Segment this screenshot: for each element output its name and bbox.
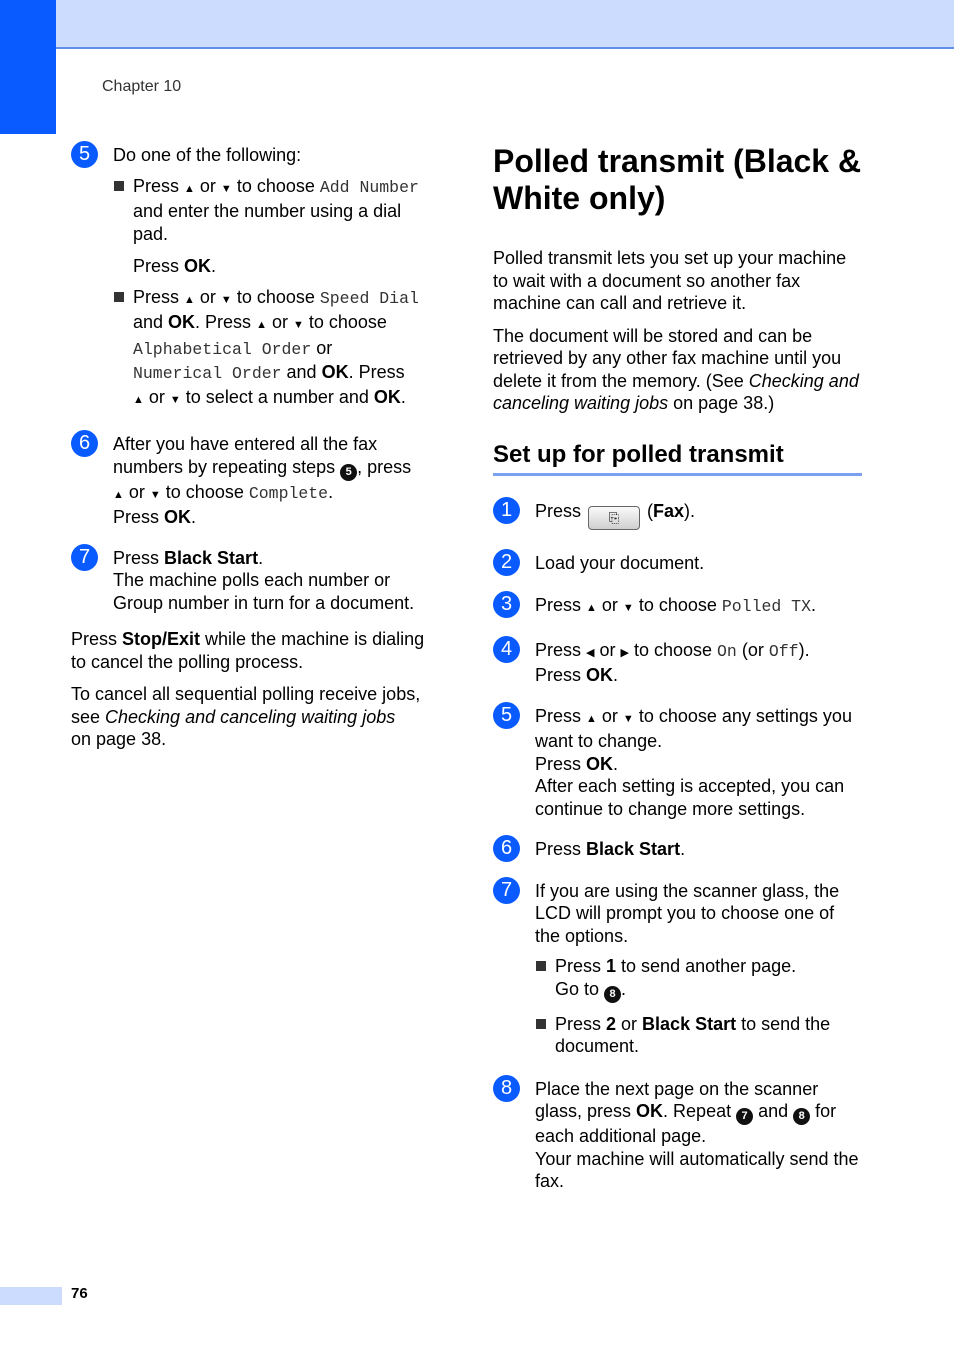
up-arrow-icon: ▲ (133, 393, 144, 406)
step-number: 5 (71, 141, 98, 168)
down-arrow-icon: ▼ (220, 182, 232, 195)
bullet-add-number: Press ▲ or ▼ to choose Add Number and enter the number using a dial pad. Press OK. (113, 175, 439, 278)
lcd-option: Speed Dial (319, 288, 419, 308)
page-number: 76 (71, 1285, 88, 1302)
step-ref-icon: 7 (736, 1108, 753, 1125)
step-number: 4 (493, 636, 520, 663)
up-arrow-icon: ▲ (184, 293, 195, 306)
ok-key: OK (586, 753, 614, 774)
press-ok-line: Press OK. (133, 256, 217, 276)
step-text: Do one of the following: (113, 145, 302, 165)
up-arrow-icon: ▲ (256, 319, 267, 331)
step-number: 7 (71, 544, 98, 571)
right-arrow-icon: ▶ (620, 646, 629, 659)
stop-exit-key: Stop/Exit (122, 629, 201, 649)
step-number: 7 (493, 877, 520, 904)
down-arrow-icon: ▼ (622, 712, 634, 725)
lcd-option: On (717, 641, 737, 661)
step-number: 6 (71, 430, 98, 457)
cross-reference: Checking and canceling waiting jobs (493, 370, 859, 413)
step-number: 1 (493, 497, 520, 524)
cancel-note: To cancel all sequential polling receive jobs, see Checking and canceling waiting jobs on page 38. (71, 684, 421, 749)
step-1 (493, 500, 862, 530)
stop-exit-note: Press Stop/Exit while the machine is dialing to cancel the polling process. (71, 629, 425, 672)
page-title: Polled transmit (Black & White only) (493, 143, 862, 216)
cross-reference: Checking and canceling waiting jobs (105, 706, 396, 727)
step-text: Press ◀ or ▶ to choose On (or Off). Press OK. (535, 639, 810, 685)
step-text: Press ▲ or ▼ to choose any settings you want to change. Press OK. After each setting is accepted, you can continue to change more settings. (535, 705, 852, 819)
step-7 (493, 880, 862, 1058)
chapter-label: Chapter 10 (102, 78, 182, 95)
top-band (0, 0, 954, 49)
left-arrow-icon: ◀ (586, 646, 595, 659)
step-number: 2 (493, 549, 520, 576)
lcd-option: Alphabetical Order (133, 339, 312, 359)
black-start-key: Black Start (642, 1013, 737, 1034)
ok-key: OK (636, 1101, 664, 1121)
step-text: Press Black Start. The machine polls each number or Group number in turn for a document. (113, 547, 415, 613)
ok-key: OK (168, 312, 196, 332)
down-arrow-icon: ▼ (169, 393, 181, 406)
key-2: 2 (606, 1013, 617, 1034)
ok-key: OK (321, 362, 349, 382)
step-number: 8 (493, 1075, 520, 1102)
step-text: Press ▲ or ▼ to choose Polled TX. (535, 595, 817, 616)
intro-paragraph: Polled transmit lets you set up your machine to wait with a document so another fax machine can call and retrieve it. (493, 248, 847, 313)
step-text: If you are using the scanner glass, the LCD will prompt you to choose one of the options. (535, 880, 840, 946)
up-arrow-icon: ▲ (586, 712, 597, 725)
chapter-tab (0, 0, 56, 134)
step-3 (493, 594, 862, 620)
step-4 (493, 639, 862, 687)
step-6 (493, 838, 862, 861)
lcd-option: Numerical Order (133, 364, 282, 383)
step-7 (71, 547, 439, 615)
step-number: 3 (493, 591, 520, 618)
step-ref-icon: 8 (793, 1108, 810, 1125)
up-arrow-icon: ▲ (586, 602, 597, 614)
ok-key: OK (373, 386, 401, 407)
up-arrow-icon: ▲ (184, 182, 195, 195)
step-text: Place the next page on the scanner glass, press OK. Repeat 7 and 8 for each additional page. Your machine will automatically send the fax. (535, 1078, 859, 1191)
step-text: After you have entered all the fax numbers by repeating steps 5 , press ▲ or ▼ to choose Complete. Press OK. (113, 434, 412, 527)
step-text: Press ⎘ (Fax). (535, 500, 862, 530)
down-arrow-icon: ▼ (292, 319, 304, 331)
right-column (493, 143, 862, 1207)
fax-key-label: Fax (653, 500, 685, 521)
ok-key: OK (184, 256, 212, 276)
step-6 (71, 433, 439, 529)
step-ref-icon: 5 (340, 464, 357, 481)
black-start-key: Black Start (164, 547, 259, 568)
page-number-bar (0, 1287, 62, 1305)
down-arrow-icon: ▼ (220, 293, 232, 306)
down-arrow-icon: ▼ (622, 602, 634, 614)
bullet-send-another: Press 1 to send another page. Go to 8 . (535, 955, 862, 1003)
lcd-option: Complete (248, 483, 329, 503)
left-column (71, 144, 439, 761)
key-1: 1 (606, 956, 617, 976)
lcd-option: Off (768, 641, 799, 661)
down-arrow-icon: ▼ (149, 488, 161, 501)
step-2 (493, 552, 862, 575)
up-arrow-icon: ▲ (113, 488, 124, 501)
step-8 (493, 1078, 862, 1193)
step-number: 5 (493, 702, 520, 729)
ok-key: OK (586, 665, 614, 685)
step-ref-icon: 8 (604, 986, 621, 1003)
step-number: 6 (493, 835, 520, 862)
section-heading: Set up for polled transmit (493, 441, 862, 476)
bullet-speed-dial: Press ▲ or ▼ to choose Speed Dial and OK. Press ▲ or ▼ to choose Alphabetical Order or Numerical Order and OK. Press ▲ or ▼ to select a number and OK. (113, 286, 439, 412)
step-text: Press Black Start. (535, 839, 686, 859)
step-5 (493, 705, 862, 821)
step-text: Load your document. (535, 552, 705, 573)
ok-key: OK (164, 507, 192, 527)
lcd-option: Polled TX (721, 597, 811, 616)
step-5 (71, 144, 439, 411)
fax-key-icon: ⎘ (588, 506, 640, 530)
black-start-key: Black Start (586, 839, 681, 859)
bullet-send-document: Press 2 or Black Start to send the document. (535, 1013, 862, 1058)
storage-paragraph: The document will be stored and can be retrieved by any other fax machine until you delete it from the memory. (See Checking and canceling waiting jobs on page 38.) (493, 325, 859, 413)
lcd-option: Add Number (319, 177, 419, 197)
